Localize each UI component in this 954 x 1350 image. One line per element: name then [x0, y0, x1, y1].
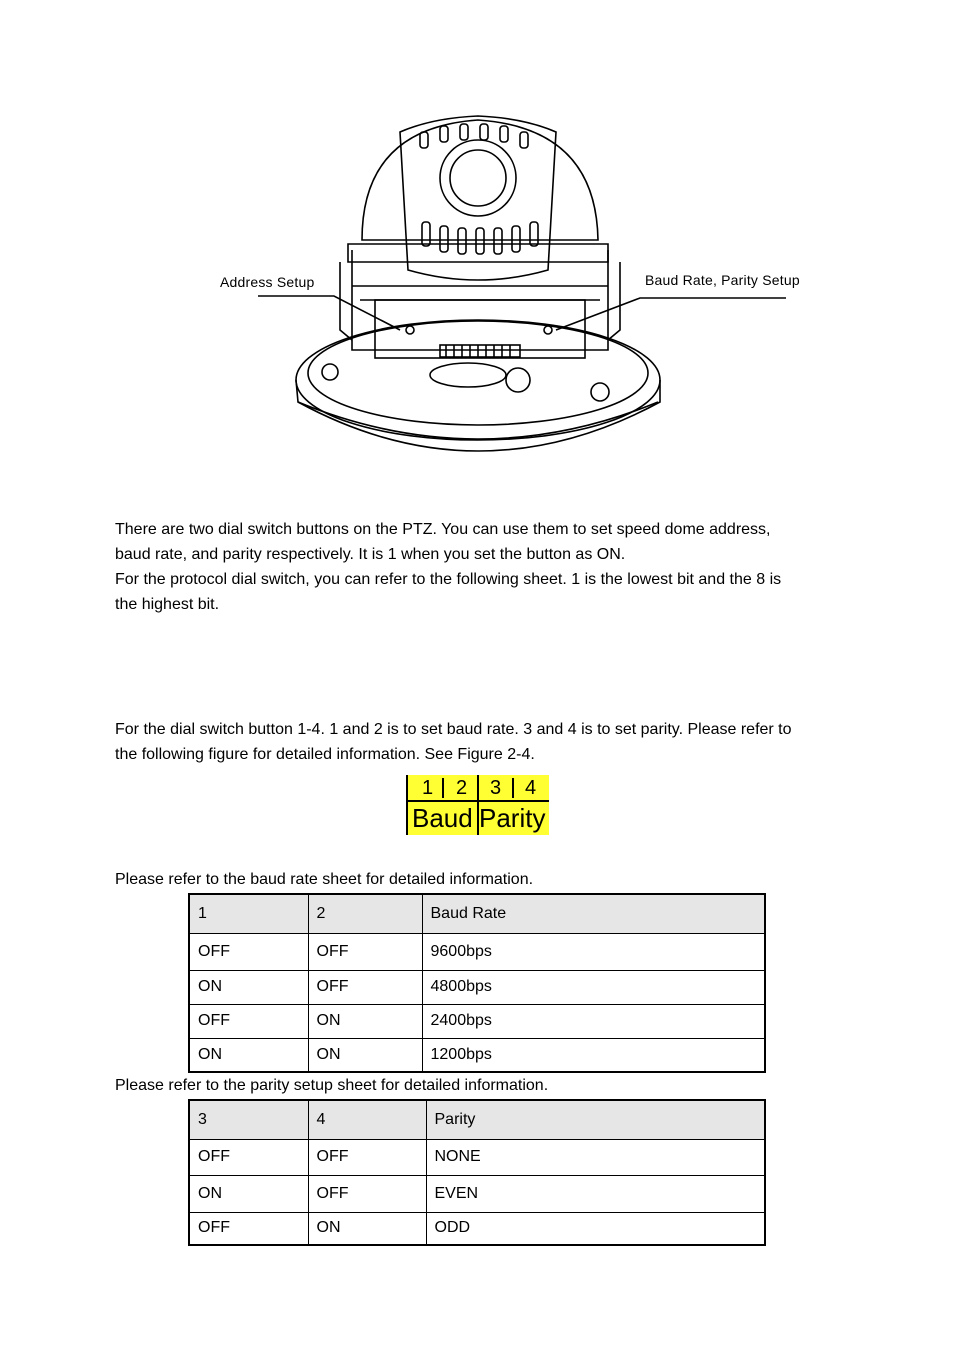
dial-intro-paragraph	[115, 717, 845, 767]
dial-number: 4	[524, 777, 537, 799]
table-cell: 9600bps	[422, 933, 765, 970]
table-cell: OFF	[189, 1139, 308, 1175]
dial-switch-figure	[406, 775, 549, 835]
table-cell: OFF	[308, 933, 422, 970]
table-header-cell: 4	[308, 1100, 426, 1139]
table-cell: OFF	[189, 933, 308, 970]
table-row	[189, 1004, 765, 1038]
table-cell: ON	[308, 1038, 422, 1072]
table-cell: OFF	[308, 1139, 426, 1175]
table-cell: EVEN	[426, 1175, 765, 1212]
table-cell: 4800bps	[422, 970, 765, 1004]
baud-sheet-intro: Please refer to the baud rate sheet for detailed information.	[115, 871, 534, 888]
table-row	[189, 1139, 765, 1175]
table-row	[189, 1038, 765, 1072]
table-cell: NONE	[426, 1139, 765, 1175]
table-cell: OFF	[308, 1175, 426, 1212]
table-cell: ON	[308, 1004, 422, 1038]
intro-line: the highest bit.	[115, 596, 220, 613]
table-cell: OFF	[189, 1004, 308, 1038]
table-row	[189, 1175, 765, 1212]
table-header-row	[189, 1100, 765, 1139]
intro-line: baud rate, and parity respectively. It is 1 when you set the button as ON.	[115, 546, 626, 563]
intro-line: For the protocol dial switch, you can refer to the following sheet. 1 is the lowest bit and the 8 is	[115, 571, 782, 588]
table-cell: ON	[189, 1175, 308, 1212]
table-row	[189, 1212, 765, 1245]
dial-intro-line: the following figure for detailed information. See Figure 2-4.	[115, 746, 535, 763]
dial-baud-label: Baud	[412, 803, 473, 833]
table-row	[189, 970, 765, 1004]
dial-number: 3	[489, 777, 502, 799]
table-cell: ON	[189, 970, 308, 1004]
table-cell: OFF	[189, 1212, 308, 1245]
table-header-cell: Baud Rate	[422, 894, 765, 933]
dome-camera-illustration	[210, 110, 830, 470]
dial-number: 1	[421, 777, 434, 799]
baud-parity-setup-callout: Baud Rate, Parity Setup	[645, 272, 800, 288]
table-cell: ODD	[426, 1212, 765, 1245]
table-cell: ON	[308, 1212, 426, 1245]
table-header-cell: Parity	[426, 1100, 765, 1139]
table-header-cell: 1	[189, 894, 308, 933]
table-cell: 2400bps	[422, 1004, 765, 1038]
table-cell: 1200bps	[422, 1038, 765, 1072]
address-setup-callout: Address Setup	[220, 274, 315, 290]
dial-divider	[512, 778, 514, 798]
dial-number: 2	[455, 777, 468, 799]
table-header-cell: 3	[189, 1100, 308, 1139]
intro-line: There are two dial switch buttons on the PTZ. You can use them to set speed dome address,	[115, 521, 771, 538]
parity-table	[188, 1099, 766, 1246]
table-cell: ON	[189, 1038, 308, 1072]
table-row	[189, 933, 765, 970]
table-header-cell: 2	[308, 894, 422, 933]
parity-sheet-intro: Please refer to the parity setup sheet for detailed information.	[115, 1077, 549, 1094]
intro-paragraph	[115, 517, 845, 617]
baud-rate-table	[188, 893, 766, 1073]
table-header-row	[189, 894, 765, 933]
dial-divider	[442, 778, 444, 798]
dial-parity-label: Parity	[479, 803, 546, 833]
dial-intro-line: For the dial switch button 1-4. 1 and 2 is to set baud rate. 3 and 4 is to set parity. Please refer to	[115, 721, 792, 738]
table-cell: OFF	[308, 970, 422, 1004]
